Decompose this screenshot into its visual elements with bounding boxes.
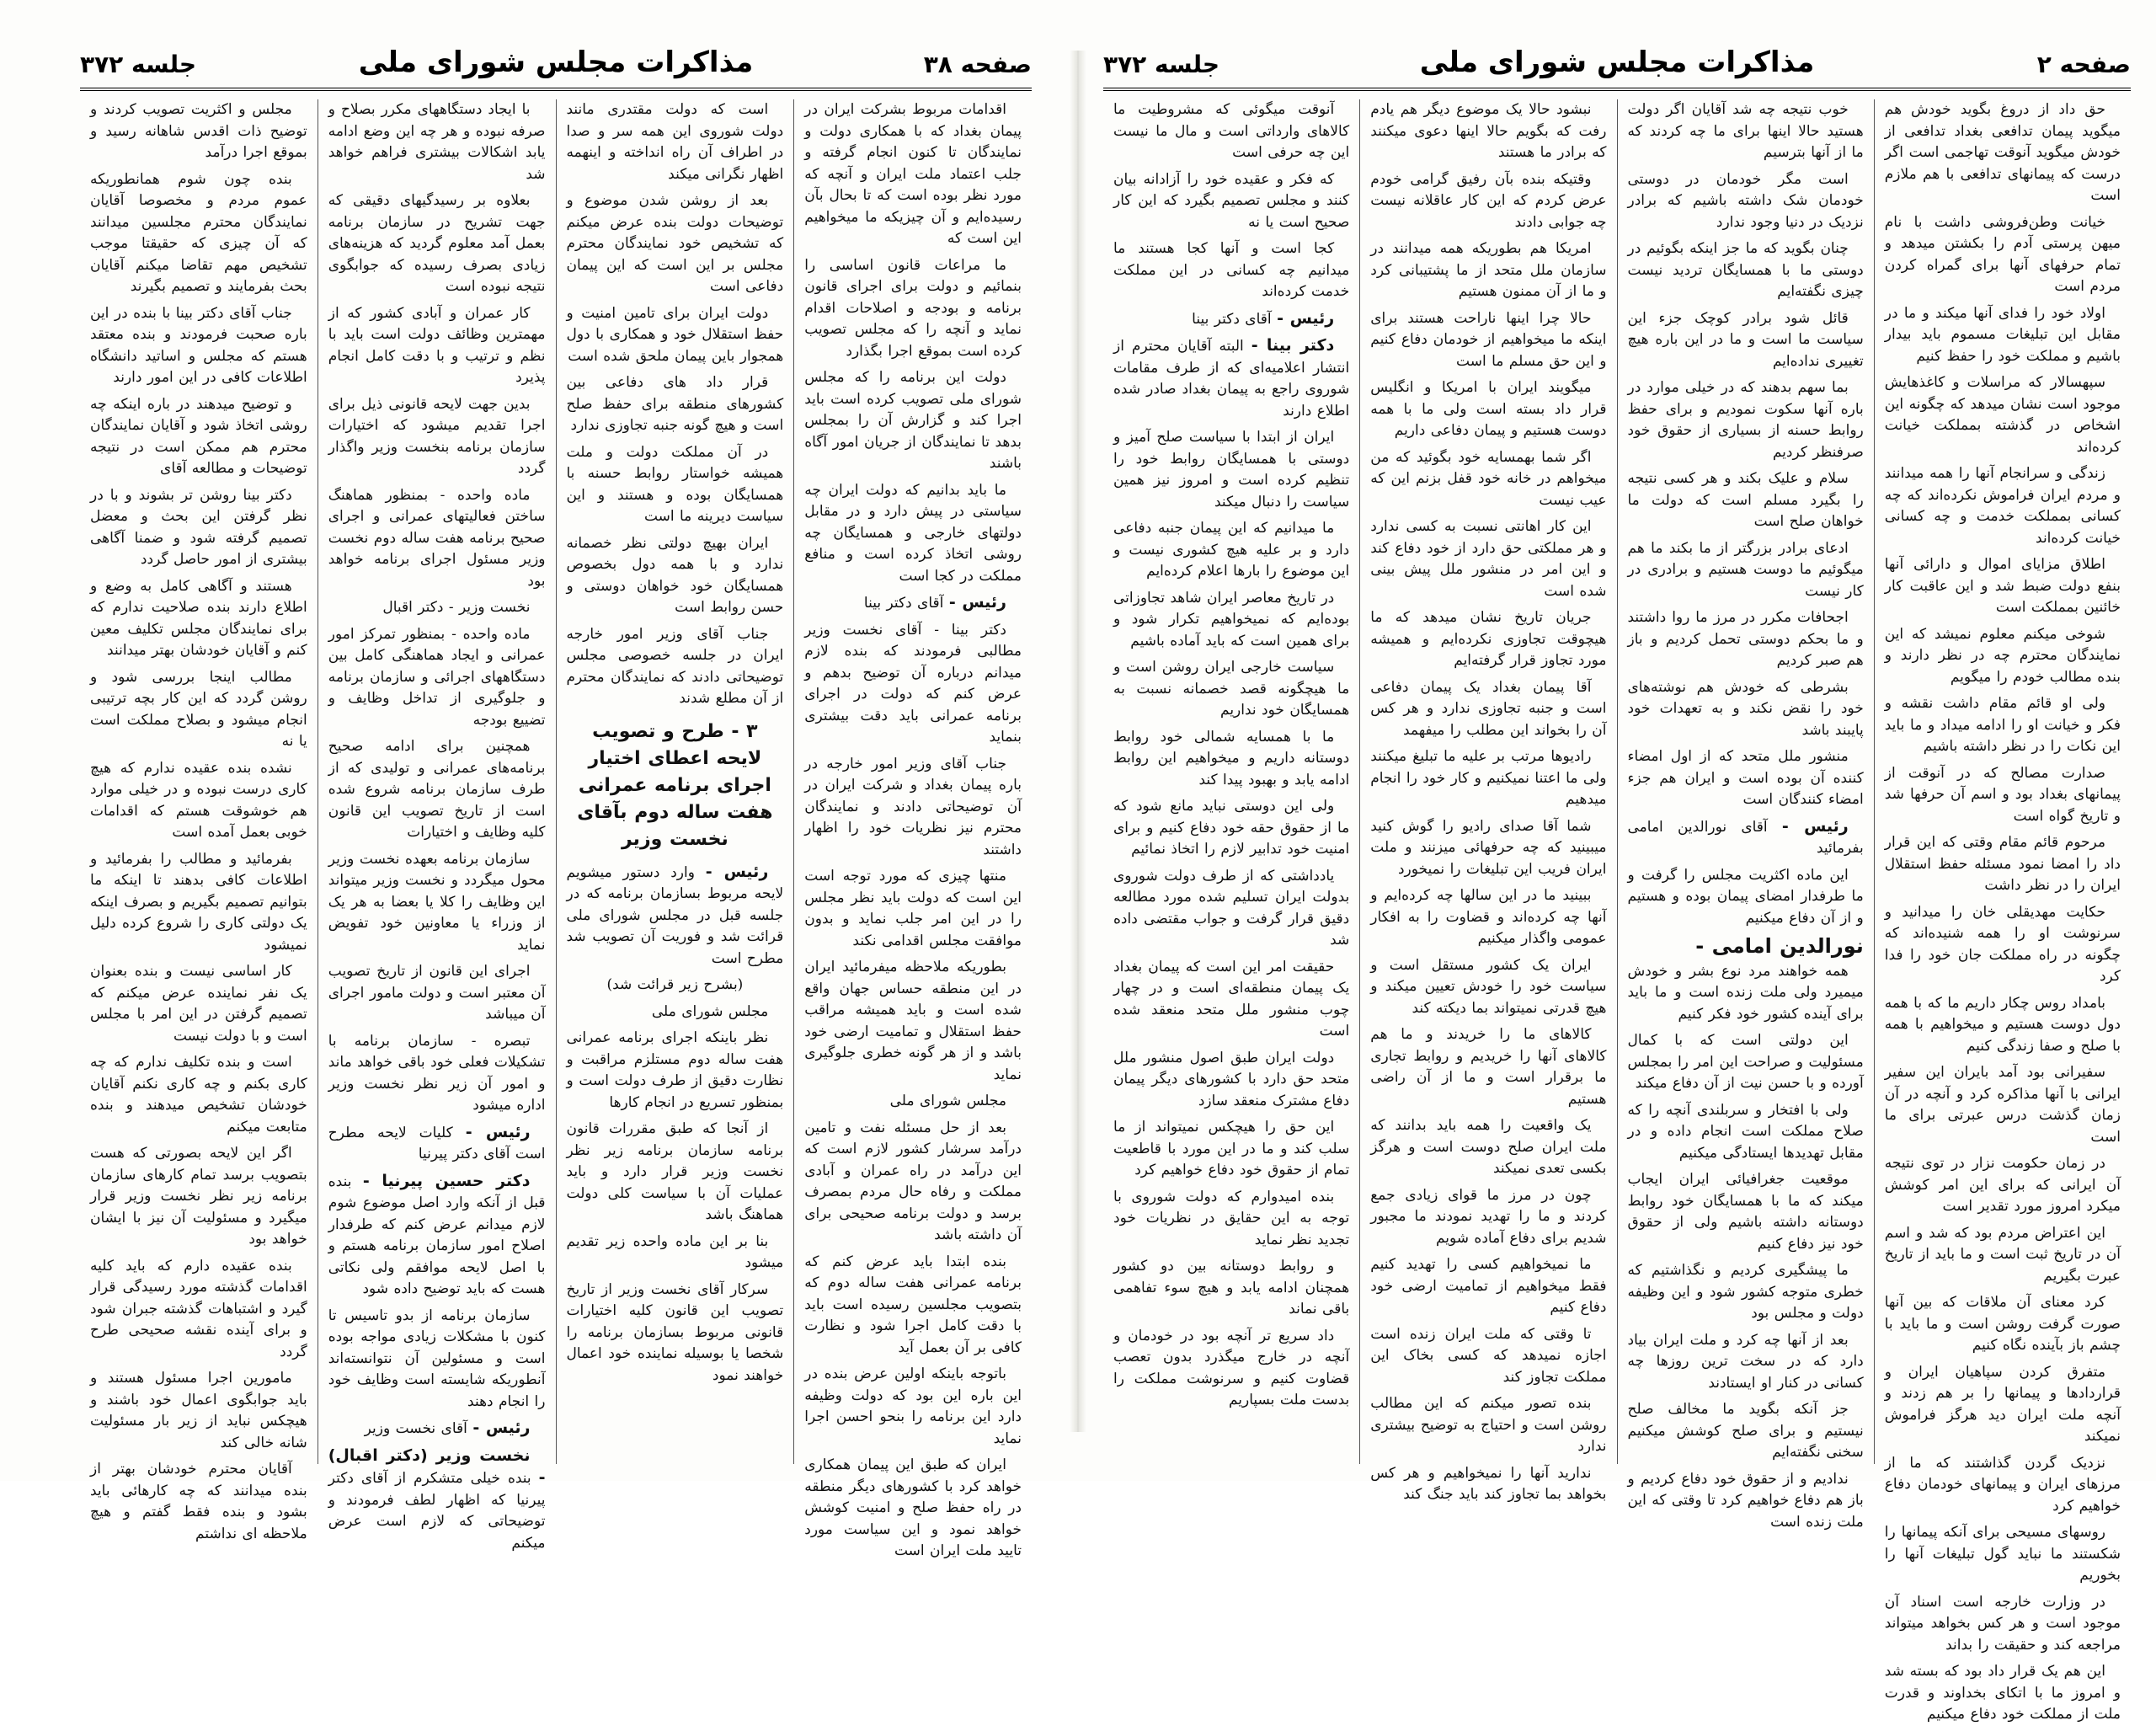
- speech-text: بنده خیلی متشکرم از آقای دکتر پیرنیا که اظهار لطف فرمودند و توضیحاتی که لازم است عرض میکنم: [328, 1470, 546, 1552]
- speaker-paragraph: [328, 1418, 546, 1440]
- body-paragraph: با ایجاد دستگاههای مکرر بصلاح و صرفه نبوده و هر چه این وضع ادامه یابد اشکالات بیشتری فراهم خواهد شد: [328, 101, 546, 183]
- body-paragraph: در زمان حکومت نزار در توی نتیجه آن ایرانی که برای این امر کوشش میکرد امروز مورد تقدیر است: [1884, 1155, 2121, 1215]
- body-paragraph: ما با همسایه شمالی خود روابط دوستانه داریم و میخواهیم این روابط ادامه یابد و بهبود پیدا کند: [1113, 728, 1350, 788]
- speaker-name: رئیس -: [948, 593, 1006, 612]
- body-paragraph: از آنجا که طبق مقررات قانون برنامه سازمان برنامه زیر نظر نخست وزیر قرار دارد و باید عملیات آن با سیاست کلی دولت هماهنگ باشد: [566, 1120, 784, 1223]
- body-paragraph: منشور ملل متحد که از اول امضاء کننده آن بوده است و ایران هم جزء امضاء کنندگان است: [1627, 748, 1864, 808]
- body-paragraph: ولی با افتخار و سربلندی آنچه را که صلاح مملکت است انجام داده و در مقابل تهدیدها ایستادگی میکنیم: [1627, 1101, 1864, 1162]
- body-paragraph: در وزارت خارجه است اسناد آن موجود است و هر کس بخواهد میتواند مراجعه کند و حقیقت را بداند: [1884, 1593, 2121, 1654]
- body-paragraph: این اعتراض مردم بود که شد و اسم آن در تاریخ ثبت است و ما باید از تاریخ عبرت بگیریم: [1884, 1224, 2121, 1285]
- body-paragraph: ببینید ما در این سالها چه کرده‌ایم و آنها چه کرده‌اند و قضاوت را به افکار عمومی واگذار میکنیم: [1370, 887, 1607, 947]
- body-paragraph: مجلس شورای ملی: [651, 1002, 769, 1020]
- body-paragraph: مطالب اینجا بررسی شود و روشن گردد که این کار بچه ترتیبی انجام میشود و بصلاح مملکت است یا نه: [90, 668, 307, 750]
- body-paragraph: نظر باینکه اجرای برنامه عمرانی هفت ساله دوم مستلزم مراقبت و نظارت دقیق از طرف دولت است و بمنظور تسریع در انجام کارها: [566, 1029, 784, 1111]
- speaker-name: رئیس -: [1781, 816, 1849, 836]
- body-paragraph: ما مراعات قانون اساسی را بنمائیم و دولت برای اجرای قانون برنامه و بودجه و اصلاحات اقدام نماید و آنچه را که مجلس تصویب کرده است بموقع اجرا بگذارد: [804, 256, 1022, 360]
- body-paragraph: نزدیک گردن گذاشتند که ما از مرزهای ایران و پیمانهای خودمان دفاع خواهیم کرد: [1884, 1454, 2121, 1515]
- body-paragraph: نخست وزیر - دکتر اقبال: [382, 599, 531, 616]
- speaker-name: رئیس -: [1277, 308, 1335, 328]
- body-paragraph: بعلاوه بر رسیدگیهای دقیقی که جهت تشریح در سازمان برنامه بعمل آمد معلوم گردید که هزینه‌های زیادی بصرف رسیده که جوابگوی نتیجه نبوده است: [328, 192, 546, 295]
- body-paragraph: منتها چیزی که مورد توجه است این است که دولت باید نظر مجلس را در این امر جلب نماید و بدون موافقت مجلس اقدامی نکند: [804, 868, 1022, 949]
- body-paragraph: حکایت مهدیقلی خان را میدانید و سرنوشت او را همه شنیده‌اند که چگونه در راه مملکت جان خود را فدا کرد: [1884, 903, 2121, 985]
- body-paragraph: مجلس و اکثریت تصویب کردند و توضیح ذات اقدس شاهانه رسید و بموقع اجرا درآمد: [90, 101, 307, 161]
- body-paragraph: دولت ایران برای تامین امنیت و حفظ استقلال خود و همکاری با دول همجوار باین پیمان ملحق شده است: [566, 304, 784, 365]
- speech-text: البته آقایان محترم از انتشار اعلامیه‌ای که از طرف مقامات شوروی راجع به پیمان بغداد صادر شده اطلاع دارند: [1113, 338, 1350, 419]
- body-paragraph: ادعای برادر بزرگتر از ما بکند ما هم میگوئیم ما دوست هستیم و برادری در کار نیست: [1627, 539, 1864, 600]
- body-paragraph: جریان تاریخ نشان میدهد که ما هیچوقت تجاوزی نکرده‌ایم و همیشه مورد تجاوز قرار گرفته‌ایم: [1370, 609, 1607, 669]
- speaker-paragraph: [1628, 816, 1864, 860]
- body-paragraph: است و بنده تکلیف ندارم که چه کاری بکنم و چه کاری نکنم آقایان خودشان تشخیص میدهند و بنده متابعت میکنم: [90, 1054, 307, 1136]
- column-2: [1618, 99, 1875, 1531]
- body-paragraph: ماده واحده - بمنظور هماهنگ ساختن فعالیتهای عمرانی و اجرای صحیح برنامه هفت ساله دوم نخست وزیر مسئول اجرای برنامه خواهد بود: [328, 486, 546, 590]
- body-paragraph: بعد از حل مسئله نفت و تامین درآمد سرشار کشور لازم است که این درآمد در راه عمران و آبادی مملکت و رفاه حال مردم بمصرف برسد و دولت برنامه صحیحی برای آن داشته باشد: [804, 1119, 1022, 1243]
- body-paragraph: بما سهم بدهند که در خیلی موارد در باره آنها سکوت نمودیم و برای حفظ روابط حسنه از بسیاری از حقوق خود صرفنظر کردیم: [1627, 379, 1864, 461]
- body-paragraph: کار اساسی نیست و بنده بعنوان یک نفر نماینده عرض میکنم که تصمیم گرفتن در این امر با مجلس است و با دولت نیست: [90, 963, 307, 1045]
- session-number: جلسه ۳۷۲: [80, 51, 197, 78]
- body-paragraph: ندادیم و از حقوق خود دفاع کردیم و باز هم دفاع خواهیم کرد تا وقتی که این ملت زنده است: [1627, 1470, 1864, 1531]
- text-columns: [80, 99, 1032, 1559]
- body-paragraph: سازمان برنامه از بدو تاسیس تا کنون با مشکلات زیادی مواجه بوده است و مسئولین آن نتوانسته‌اند آنطوریکه شایسته است وظایف خود را انجام دهند: [328, 1307, 546, 1410]
- body-paragraph: ولی او قائم مقام داشت نقشه و فکر و خیانت او را ادامه میداد و ما باید این نکات را در نظر داشته باشیم: [1884, 695, 2121, 755]
- body-paragraph: سلام و علیک بکند و هر کسی نتیجه را بگیرد مسلم است که دولت ما خواهان صلح است: [1627, 470, 1864, 530]
- body-paragraph: چون در مرز ما قوای زیادی جمع کردند و ما را تهدید نمودند ما مجبور شدیم برای دفاع آماده شویم: [1370, 1186, 1607, 1247]
- body-paragraph: ندارید آنها را نمیخواهیم و هر کس بخواهد بما تجاوز کند باید جنگ کند: [1370, 1464, 1607, 1503]
- body-paragraph: اگر این لایحه بصورتی که هست بتصویب برسد تمام کارهای سازمان برنامه زیر نظر نخست وزیر قرار میگیرد و مسئولیت آن نیز با ایشان خواهد بود: [90, 1145, 307, 1248]
- body-paragraph: کرد معنای آن ملاقات که بین آنها صورت گرفت روشن است و ما باید با چشم باز بآینده نگاه کنیم: [1884, 1294, 2121, 1354]
- body-paragraph: بعد از آنها چه کرد و ملت ایران بیاد دارد که در سخت ترین روزها چه کسانی در کنار او ایستادند: [1627, 1331, 1864, 1392]
- body-paragraph: کار عمران و آبادی کشور که از مهمترین وظائف دولت است باید با نظم و ترتیب و با دقت کامل انجام پذیرد: [328, 304, 546, 386]
- speech-text: بنده قبل از آنکه وارد اصل موضوع شوم لازم میدانم عرض کنم که طرفدار اصلاح امور سازمان برنامه هستم و با اصل لایحه موافقم ولی نکاتی هست که باید توضیح داده شود: [328, 1173, 546, 1297]
- speaker-name: رئیس -: [465, 1122, 531, 1141]
- speaker-name: رئیس -: [705, 862, 769, 881]
- body-paragraph: یک واقعیت را همه باید بدانند که ملت ایران صلح دوست است و هرگز بکسی تعدی نمیکند: [1370, 1117, 1607, 1177]
- body-paragraph: چنان بگوید که ما جز اینکه بگوئیم در دوستی ما با همسایگان تردید نیست چیزی نگفته‌ایم: [1627, 240, 1864, 300]
- body-paragraph: جناب آقای وزیر امور خارجه در باره پیمان بغداد و شرکت ایران در آن توضیحاتی دادند و نمایندگان محترم نیز نظریات خود را اظهار داشتند: [804, 755, 1022, 858]
- body-paragraph: آقایان محترم خودشان بهتر از بنده میدانند که چه کارهائی باید بشود و بنده فقط گفتم و هیچ ملاحظه ای نداشتم: [90, 1461, 307, 1542]
- body-paragraph: اطلاق مزایای اموال و دارائی آنها بنفع دولت ضبط شد و این عاقبت کار خائنین بمملکت است: [1884, 556, 2121, 616]
- body-paragraph: حالا چرا اینها ناراحت هستند برای اینکه ما میخواهیم از خودمان دفاع کنیم و این حق مسلم ما است: [1370, 309, 1607, 370]
- body-paragraph: تا وقتی که ملت ایران زنده است اجازه نمیدهد که کسی بخاک این مملکت تجاوز کند: [1370, 1325, 1607, 1386]
- speaker-name: رئیس -: [472, 1419, 531, 1437]
- body-paragraph: اجرای این قانون از تاریخ تصویب آن معتبر است و دولت مامور اجرای آن میباشد: [328, 963, 546, 1023]
- body-paragraph: بنا بر این ماده واحده زیر تقدیم میشود: [566, 1232, 784, 1271]
- body-paragraph: ایران بهیچ دولتی نظر خصمانه ندارد و با همه دول بخصوص همسایگان خود خواهان دوستی و حسن روابط است: [566, 534, 784, 616]
- column-3: [1360, 99, 1617, 1503]
- body-paragraph: جز آنکه بگوید ما مخالف صلح نیستیم و برای صلح کوشش میکنیم سخنی نگفته‌ایم: [1627, 1401, 1864, 1461]
- page-number: صفحه ۲: [2036, 51, 2131, 78]
- body-paragraph: است مگر خودمان در دوستی خودمان شک داشته باشیم که برادر نزدیک در دنیا وجود ندارد: [1627, 170, 1864, 231]
- speech-text: آقای نورالدین امامی بفرمائید: [1627, 818, 1864, 857]
- body-paragraph: متفرق کردن سپاهیان ایران و قراردادها و پیمانها را بر هم زدند و آنچه ملت ایران دید هرگز فراموش نمیکند: [1884, 1363, 2121, 1445]
- speech-text: کلیات لایحه مطرح است آقای دکتر پیرنیا: [328, 1124, 546, 1162]
- body-paragraph: بنده ابتدا باید عرض کنم که برنامه عمرانی هفت ساله دوم که بتصویب مجلسین رسیده است باید با دقت کامل اجرا شود و نظارت کافی بر آن بعمل آید: [804, 1253, 1022, 1356]
- body-paragraph: روسهای مسیحی برای آنکه پیمانها را شکستند ما نباید گول تبلیغات آنها را بخوریم: [1884, 1524, 2121, 1584]
- procedural-note: (بشرح زیر قرائت شد): [606, 976, 744, 993]
- body-paragraph: کالاهای ما را خریدند و ما هم کالاهای آنها را خریدیم و روابط تجاری ما برقرار است و ما از آن راضی هستیم: [1370, 1026, 1607, 1108]
- body-paragraph: جناب آقای دکتر بینا با بنده در این باره صحبت فرمودند و بنده معتقد هستم که مجلس و اساتید دانشگاه اطلاعات کافی در این امور دارند: [90, 304, 307, 386]
- body-paragraph: در تاریخ معاصر ایران شاهد تجاوزاتی بوده‌ایم که نمیخواهیم تکرار شود و برای همین است که باید آماده باشیم: [1113, 589, 1350, 649]
- body-paragraph: نشده بنده عقیده ندارم که هیچ کاری درست نبوده و در خیلی موارد هم خوشوقت هستم که اقدامات خوبی بعمل آمده است: [90, 759, 307, 841]
- body-paragraph: که فکر و عقیده خود را آزادانه بیان کنند و مجلس تصمیم بگیرد که این کار صحیح است یا نه: [1113, 170, 1350, 231]
- column-3: [318, 99, 557, 1552]
- body-paragraph: داد سریع تر آنچه بود در خودمان و آنچه در خارج میگذرد بدون تعصب قضاوت کنیم و سرنوشت مملکت را بدست ملت بسپاریم: [1113, 1327, 1350, 1408]
- body-paragraph: ما پیشگیری کردیم و نگذاشتیم که خطری متوجه کشور شود و این وظیفه دولت و مجلس بود: [1627, 1262, 1864, 1322]
- body-paragraph: سپهسالار که مراسلات و کاغذهایش موجود است نشان میدهد که چگونه این اشخاص در گذشته بمملکت خیانت کرده‌اند: [1884, 374, 2121, 456]
- body-paragraph: شما آقا صدای رادیو را گوش کنید میبینید که چه حرفهائی میزنند و ملت ایران فریب این تبلیغات را نمیخورد: [1370, 817, 1607, 878]
- body-paragraph: بنده عقیده دارم که باید کلیه اقدامات گذشته مورد رسیدگی قرار گیرد و اشتباهات گذشته جبران شود و برای آینده نقشه صحیحی طرح گردد: [90, 1257, 307, 1360]
- body-paragraph: وقتیکه بنده بآن رفیق گرامی خودم عرض کردم که این کار عاقلانه نیست چه جوابی دادند: [1370, 170, 1607, 231]
- column-1: [794, 99, 1032, 1559]
- body-paragraph: سفیرانی بود آمد بایران این سفیر ایرانی با آنها مذاکره کرد و آنچه در آن زمان گذشت درس عبرتی برای ما است: [1884, 1064, 2121, 1146]
- left-page: [0, 0, 1078, 1559]
- text-columns: [1103, 99, 2131, 1723]
- body-paragraph: خیانت وطن‌فروشی داشت با نام میهن پرستی آدم را بکشتن میدهد و تمام حرفهای آنها برای گمراه کردن مردم است: [1884, 213, 2121, 295]
- body-paragraph: شوخی میکنم معلوم نمیشد که این نمایندگان محترم چه در نظر دارند و بنده مطالب خودم را میگویم: [1884, 625, 2121, 686]
- body-paragraph: حق داد از دروغ بگوید خودش هم میگوید پیمان تدافعی بغداد تدافعی از خودش میگوید آنوقت تهاجمی است اگر درست که پیمانهای تدافعی با هم ملازم است: [1884, 101, 2121, 204]
- body-paragraph: بنده تصور میکنم که این مطالب روشن است و احتیاج به توضیح بیشتری ندارد: [1370, 1395, 1607, 1455]
- body-paragraph: سازمان برنامه بعهده نخست وزیر محول میگردد و نخست وزیر میتواند این وظایف را کلا یا بعضا به هر یک از وزراء یا معاونین خود تفویض نماید: [328, 850, 546, 954]
- body-paragraph: امریکا هم بطوریکه همه میدانند در سازمان ملل متحد از ما پشتیبانی کرد و ما از آن ممنون هستیم: [1370, 240, 1607, 300]
- body-paragraph: دولت ایران طبق اصول منشور ملل متحد حق دارد با کشورهای دیگر پیمان دفاع مشترک منعقد سازد: [1113, 1049, 1350, 1109]
- speaker-paragraph: [567, 862, 784, 970]
- speech-text: آقای دکتر بینا: [1192, 310, 1272, 328]
- body-paragraph: هستند و آگاهی کامل به وضع و اطلاع دارند بنده صلاحیت ندارم که برای نمایندگان مجلس تکلیف معین کنم و آقایان خودشان بهتر میدانند: [90, 577, 307, 659]
- session-number: جلسه ۳۷۲: [1103, 51, 1220, 78]
- body-paragraph: میگویند ایران با امریکا و انگلیس قرار داد بسته است ولی ما با همه دوست هستیم و پیمان دفاعی داریم: [1370, 379, 1607, 439]
- body-paragraph: ما باید بدانیم که دولت ایران چه سیاستی در پیش دارد و در مقابل دولتهای خارجی و همسایگان چه روشی اتخاذ کرده است و منافع مملکت در کجا است: [804, 481, 1022, 585]
- page-title: مذاکرات مجلس شورای ملی: [358, 45, 754, 79]
- speaker-name: دکتر حسین پیرنیا -: [362, 1171, 531, 1190]
- body-paragraph: همه خواهند مرد نوع بشر و خودش میمیرد ولی ملت زنده است و ما باید برای آینده کشور خود فکر کنیم: [1627, 962, 1864, 1023]
- body-paragraph: این دولتی است که با کمال مسئولیت و صراحت این امر را بمجلس آورده و با حسن نیت از آن دفاع میکند: [1627, 1032, 1864, 1092]
- body-paragraph: آنوقت میگوئی که مشروطیت ما کالاهای وارداتی است و مال ما نیست این چه حرفی است: [1113, 101, 1350, 161]
- body-paragraph: بشرطی که خودش هم نوشته‌های خود را نقض نکند و به تعهدات خود پایبند باشد: [1627, 678, 1864, 739]
- column-2: [557, 99, 795, 1464]
- body-paragraph: حقیقت امر این است که پیمان بغداد یک پیمان منطقه‌ای است و در چهار چوب منشور ملل متحد منعقد شده است: [1113, 958, 1350, 1039]
- speech-text: آقای دکتر بینا: [863, 595, 944, 612]
- body-paragraph: موقعیت جغرافیائی ایران ایجاب میکند که ما با همسایگان خود روابط دوستانه داشته باشیم ولی از حقوق خود نیز دفاع کنیم: [1627, 1171, 1864, 1253]
- speaker-heading: نورالدین امامی -: [1695, 934, 1864, 958]
- body-paragraph: آقا پیمان بغداد یک پیمان دفاعی است و جنبه تجاوزی ندارد و هر کس آن را بخواند این مطلب را میفهمد: [1370, 678, 1607, 739]
- body-paragraph: بطوریکه ملاحظه میفرمائید ایران در این منطقه حساس جهان واقع شده است و باید همیشه مراقب حفظ استقلال و تمامیت ارضی خود باشد و از هر گونه خطری جلوگیری نماید: [804, 959, 1022, 1083]
- speaker-paragraph: [328, 1171, 546, 1301]
- body-paragraph: بفرمائید و مطالب را بفرمائید و اطلاعات کافی بدهند تا اینکه ما بتوانیم تصمیم بگیریم و بصرف اینکه یک دولتی کاری را شروع کرده دلیل نمیشود: [90, 850, 307, 954]
- body-paragraph: ایران از ابتدا با سیاست صلح آمیز و دوستی با همسایگان روابط خود را تنظیم کرده است و امروز نیز همین سیاست را دنبال میکند: [1113, 429, 1350, 510]
- right-page: [1078, 0, 2156, 1723]
- body-paragraph: بنده چون شوم همانطوریکه عموم مردم و مخصوصا آقایان نمایندگان محترم مجلسین میدانند که آن چیزی که حقیقتا موجب تشخیص مهم تقاضا میکنم آقایان بحث بفرمایند و تصمیم بگیرند: [90, 170, 307, 295]
- speech-text: آقای نخست وزیر: [364, 1420, 467, 1437]
- body-paragraph: اگر شما بهمسایه خود بگوئید که من میخواهم در خانه خود قفل بزنم این که عیب نیست: [1370, 448, 1607, 509]
- speaker-paragraph: [1113, 335, 1349, 422]
- column-4: [1103, 99, 1360, 1464]
- body-paragraph: اولاد خود را فدای آنها میکند و ما در مقابل این تبلیغات مسموم باید بیدار باشیم و مملکت خود را حفظ کنیم: [1884, 304, 2121, 365]
- body-paragraph: اجحافات مکرر در مرز ما روا داشتند و ما بحکم دوستی تحمل کردیم و باز هم صبر کردیم: [1627, 609, 1864, 669]
- body-paragraph: ایران که طبق این پیمان همکاری خواهد کرد با کشورهای دیگر منطقه در راه حفظ صلح و امنیت کوشش خواهد نمود و این سیاست مورد تایید ملت ایران است: [804, 1456, 1022, 1559]
- body-paragraph: مجلس شورای ملی: [889, 1093, 1006, 1109]
- page-header: [1103, 40, 2131, 91]
- body-paragraph: تبصره - سازمان برنامه با تشکیلات فعلی خود باقی خواهد ماند و امور آن زیر نظر نخست وزیر اداره میشود: [328, 1032, 546, 1114]
- body-paragraph: دکتر بینا - آقای نخست وزیر مطالبی فرمودند که بنده لازم میدانم درباره آن توضیح بدهم و عرض کنم که دولت در اجرای برنامه عمرانی باید دقت بیشتری بنماید: [804, 621, 1022, 745]
- body-paragraph: مرحوم قائم مقام وقتی که این قرار داد را امضا نمود مسئله حفظ استقلال ایران را در نظر داشت: [1884, 834, 2121, 894]
- body-paragraph: این کار اهانتی نسبت به کسی ندارد و هر مملکتی حق دارد از خود دفاع کند و این امر در منشور ملل پیش بینی شده است: [1370, 518, 1607, 600]
- body-paragraph: رادیوها مرتب بر علیه ما تبلیغ میکنند ولی ما اعتنا نمیکنیم و کار خود را انجام میدهیم: [1370, 748, 1607, 808]
- page-header: [80, 40, 1032, 91]
- body-paragraph: قرار داد های دفاعی بین کشورهای منطقه برای حفظ صلح است و هیچ گونه جنبه تجاوزی ندارد: [566, 374, 784, 434]
- body-paragraph: و توضیح میدهند در باره اینکه چه روشی اتخاذ شود و آقایان نمایندگان محترم هم ممکن است در نتیجه توضیحات و مطالعه آقای: [90, 395, 307, 477]
- speaker-paragraph: [1113, 308, 1349, 331]
- speech-text: وارد دستور میشویم لایحه مربوط بسازمان برنامه که در جلسه قبل در مجلس شورای ملی قرائت شد و فوریت آن تصویب شد مطرح است: [566, 863, 784, 967]
- body-paragraph: کجا است و آنها کجا هستند ما میدانیم چه کسانی در این مملکت خدمت کرده‌اند: [1113, 240, 1350, 300]
- body-paragraph: صدارت مصالح که در آنوقت از پیمانهای بغداد بود و اسم آن حرفها شد و تاریخ گواه است: [1884, 764, 2121, 825]
- body-paragraph: در آن مملکت دولت و ملت همیشه خواستار روابط حسنه با همسایگان بوده و هستند و این سیاست دیرینه ما است: [566, 443, 784, 525]
- column-4: [80, 99, 318, 1542]
- body-paragraph: همچنین برای ادامه صحیح برنامه‌های عمرانی و تولیدی که از طرف سازمان برنامه شروع شده است از تاریخ تصویب این قانون کلیه وظایف و اختیارات: [328, 738, 546, 841]
- body-paragraph: مامورین اجرا مسئول هستند و باید جوابگوی اعمال خود باشند و هیچکس نباید از زیر بار مسئولیت شانه خالی کند: [90, 1370, 307, 1451]
- body-paragraph: زندگی و سرانجام آنها را همه میدانند و مردم ایران فراموش نکرده‌اند که چه کسانی بمملکت خدمت و چه کسانی خیانت کرده‌اند: [1884, 465, 2121, 547]
- speaker-name: نخست وزیر (دکتر اقبال) -: [328, 1445, 546, 1487]
- body-paragraph: خوب نتیجه چه شد آقایان اگر دولت هستید حالا اینها برای ما چه کردند که ما از آنها بترسیم: [1627, 101, 1864, 161]
- section-heading: ۳ - طرح و تصویب لایحه اعطای اختیار اجرای برنامه عمرانی هفت ساله دوم بآقای نخست وزیر: [577, 720, 773, 850]
- body-paragraph: دکتر بینا روشن تر بشوند و با در نظر گرفتن این بحث و معضل تصمیم گرفته شود و ضمنا آگاهی بیشتری از امور حاصل گردد: [90, 486, 307, 568]
- body-paragraph: ما میدانیم که این پیمان جنبه دفاعی دارد و بر علیه هیچ کشوری نیست و این موضوع را بارها اعلام کرده‌ایم: [1113, 520, 1350, 580]
- speaker-paragraph: [328, 1445, 546, 1555]
- page-number: صفحه ۳۸: [923, 51, 1032, 78]
- page-title: مذاکرات مجلس شورای ملی: [1419, 45, 1815, 79]
- body-paragraph: جناب آقای وزیر امور خارجه ایران در جلسه خصوصی مجلس توضیحاتی دادند که نمایندگان محترم از آن مطلع شدند: [566, 625, 784, 707]
- body-paragraph: نبشود حالا یک موضوع دیگر هم یادم رفت که بگویم حالا اینها دعوی میکنند که برادر ما هستند: [1370, 101, 1607, 161]
- body-paragraph: این ماده اکثریت مجلس را گرفت و ما طرفدار امضای پیمان بوده و هستیم و از آن دفاع میکنیم: [1627, 866, 1864, 927]
- header-rule: [1103, 88, 2131, 91]
- body-paragraph: دولت این برنامه را که مجلس شورای ملی تصویب کرده است باید اجرا کند و گزارش آن را بمجلس بدهد تا نمایندگان از جریان امور آگاه باشند: [804, 369, 1022, 472]
- body-paragraph: است که دولت مقتدری مانند دولت شوروی این همه سر و صدا در اطراف آن راه انداخته و اینهمه اظهار نگرانی میکند: [566, 101, 784, 183]
- body-paragraph: یادداشتی که از طرف دولت شوروی بدولت ایران تسلیم شده مورد مطالعه دقیق قرار گرفت و جواب مقتضی داده شد: [1113, 867, 1350, 948]
- body-paragraph: بامداد روس چکار داریم ما که با همه دول دوست هستیم و میخواهیم با همه با صلح و صفا زندگی کنیم: [1884, 994, 2121, 1055]
- body-paragraph: قائل شود برادر کوچک جزء این سیاست ما است و ما در این باره هیچ تغییری نداده‌ایم: [1627, 309, 1864, 370]
- speaker-paragraph: [328, 1122, 546, 1166]
- body-paragraph: باتوجه باینکه اولین عرض بنده در این باره این بود که دولت وظیفه دارد این برنامه را بنحو احسن اجرا نماید: [804, 1365, 1022, 1447]
- column-1: [1875, 99, 2131, 1723]
- body-paragraph: ما نمیخواهیم کسی را تهدید کنیم فقط میخواهیم از تمامیت ارضی خود دفاع کنیم: [1370, 1256, 1607, 1316]
- body-paragraph: بعد از روشن شدن موضوع و توضیحات دولت بنده عرض میکنم که تشخیص خود نمایندگان محترم مجلس بر این است که این پیمان دفاعی است: [566, 192, 784, 295]
- body-paragraph: بنده امیدوارم که دولت شوروی با توجه به این حقایق در نظریات خود تجدید نظر نماید: [1113, 1188, 1350, 1248]
- body-paragraph: این حق را هیچکس نمیتواند از ما سلب کند و ما در این مورد با قاطعیت تمام از حقوق خود دفاع خواهیم کرد: [1113, 1119, 1350, 1178]
- body-paragraph: اقدامات مربوط بشرکت ایران در پیمان بغداد که با همکاری دولت و نمایندگان تا کنون انجام گرفته و جلب اعتماد ملت ایران و آنچه که مورد نظر بوده است که تا بحال بآن رسیده‌ایم و آن چیزیکه ما میخواهیم این است که: [804, 101, 1022, 247]
- body-paragraph: ایران یک کشور مستقل است و سیاست خود را خودش تعیین میکند و هیچ قدرتی نمیتواند بما دیکته کند: [1370, 956, 1607, 1017]
- speaker-name: دکتر بینا -: [1251, 336, 1335, 355]
- body-paragraph: سیاست خارجی ایران روشن است و ما هیچگونه قصد خصمانه نسبت به همسایگان خود نداریم: [1113, 659, 1350, 719]
- header-rule: [80, 88, 1032, 91]
- speaker-paragraph: [804, 592, 1022, 615]
- body-paragraph: بدین جهت لایحه قانونی ذیل برای اجرا تقدیم میشود که اختیارات سازمان برنامه بنخست وزیر واگذار گردد: [328, 395, 546, 477]
- body-paragraph: این هم یک قرار داد بود که بسته شد و امروز ما با اتکای بخداوند و قدرت ملت از مملکت خود دفاع میکنیم: [1884, 1663, 2121, 1723]
- body-paragraph: ماده واحده - بمنظور تمرکز امور عمرانی و ایجاد هماهنگی کامل بین دستگاههای اجرائی و سازمان برنامه و جلوگیری از تداخل وظایف و تضییع بودجه: [328, 625, 546, 729]
- body-paragraph: ولی این دوستی نباید مانع شود که ما از حقوق حقه خود دفاع کنیم و برای امنیت خود تدابیر لازم را اتخاذ نمائیم: [1113, 798, 1350, 858]
- body-paragraph: سرکار آقای نخست وزیر از تاریخ تصویب این قانون کلیه اختیارات قانونی مربوط بسازمان برنامه را شخصا یا بوسیله نماینده خود اعمال خواهند نمود: [566, 1280, 784, 1384]
- body-paragraph: و روابط دوستانه بین دو کشور همچنان ادامه یابد و هیچ سوء تفاهمی باقی نماند: [1113, 1258, 1350, 1317]
